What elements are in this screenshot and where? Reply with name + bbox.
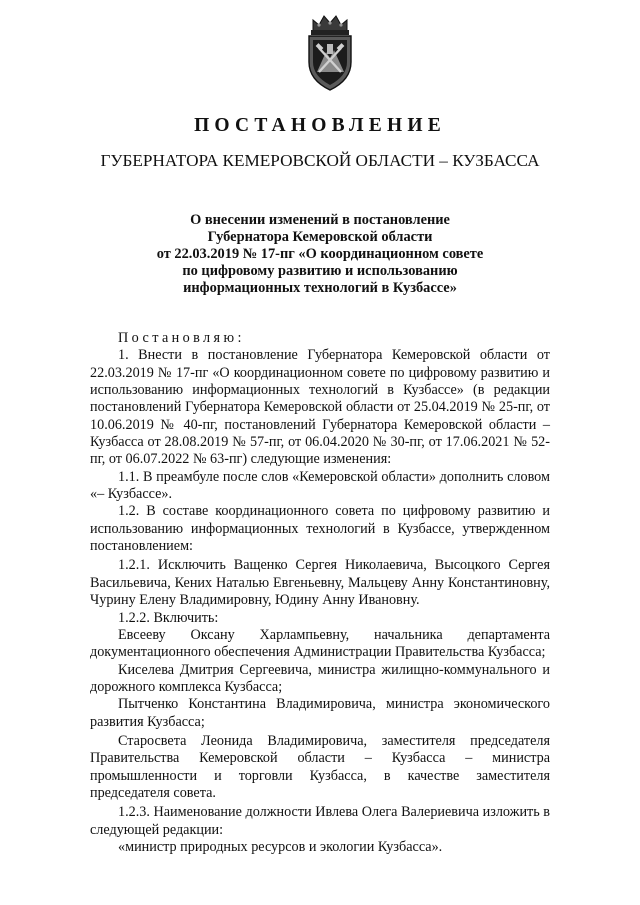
heading-line: О внесении изменений в постановление [190,212,450,228]
member-item: Старосвета Леонида Владимировича, заместителя председателя Правительства Кемеровской области – Кузбасса – министра промышленности и торговли Кузбасса, в качестве заместителя председателя совета. [90,732,550,801]
heading-line: от 22.03.2019 № 17-пг «О координационном совете [156,246,484,262]
issuer-subtitle: ГУБЕРНАТОРА КЕМЕРОВСКОЙ ОБЛАСТИ – КУЗБАССА [100,151,540,170]
document-heading [80,212,560,297]
decree-word: Постановляю: [118,330,245,346]
paragraph-1-2: 1.2. В составе координационного совета по цифровому развитию и использованию информационных технологий в Кузбассе, утвержденном постановлением: [90,503,550,555]
document-title: ПОСТАНОВЛЕНИЕ [194,115,446,136]
paragraph-1-2-3: 1.2.3. Наименование должности Ивлева Олега Валериевича изложить в следующей редакции: [90,804,550,838]
paragraph-1-1: 1.1. В преамбуле после слов «Кемеровской области» дополнить словом «– Кузбассе». [90,468,550,503]
member-item: Евсееву Оксану Харлампьевну, начальника департамента документационного обеспечения Администрации Правительства Кузбасса; [90,626,550,661]
paragraph-1-2-1: 1.2.1. Исключить Ващенко Сергея Николаевича, Высоцкого Сергея Васильевича, Кених Наталью Евгеньевну, Мальцеву Анну Константиновну, Чурину Елену Владимировну, Юдину Анну Ивановну. [90,557,550,609]
heading-line: Губернатора Кемеровской области [207,229,433,245]
document-body [90,330,550,856]
heading-line: по цифровому развитию и использованию [182,263,458,279]
paragraph-1: 1. Внести в постановление Губернатора Кемеровской области от 22.03.2019 № 17-пг «О координационном совете по цифровому развитию и использованию информационных технологий в Кузбассе» (в редакции постановлений Губернатора Кемеровской области от 25.04.2019 № 25-пг, от 10.06.2019 № 40-пг, постановлений Губернатора Кемеровской области – Кузбасса от 28.08.2019 № 57-пг, от 06.04.2020 № 30-пг, от 17.06.2021 № 52-пг, от 06.07.2022 № 63-пг) следующие изменения: [90,347,550,468]
member-item: Киселева Дмитрия Сергеевича, министра жилищно-коммунального и дорожного комплекса Кузбасса; [90,661,550,695]
kuzbass-coat-of-arms-icon [301,14,359,92]
quoted-position: «министр природных ресурсов и экологии Кузбасса». [118,838,443,855]
member-item: Пытченко Константина Владимировича, министра экономического развития Кузбасса; [90,696,550,730]
heading-line: информационных технологий в Кузбассе» [183,280,457,296]
paragraph-1-2-2: 1.2.2. Включить: [118,609,219,626]
